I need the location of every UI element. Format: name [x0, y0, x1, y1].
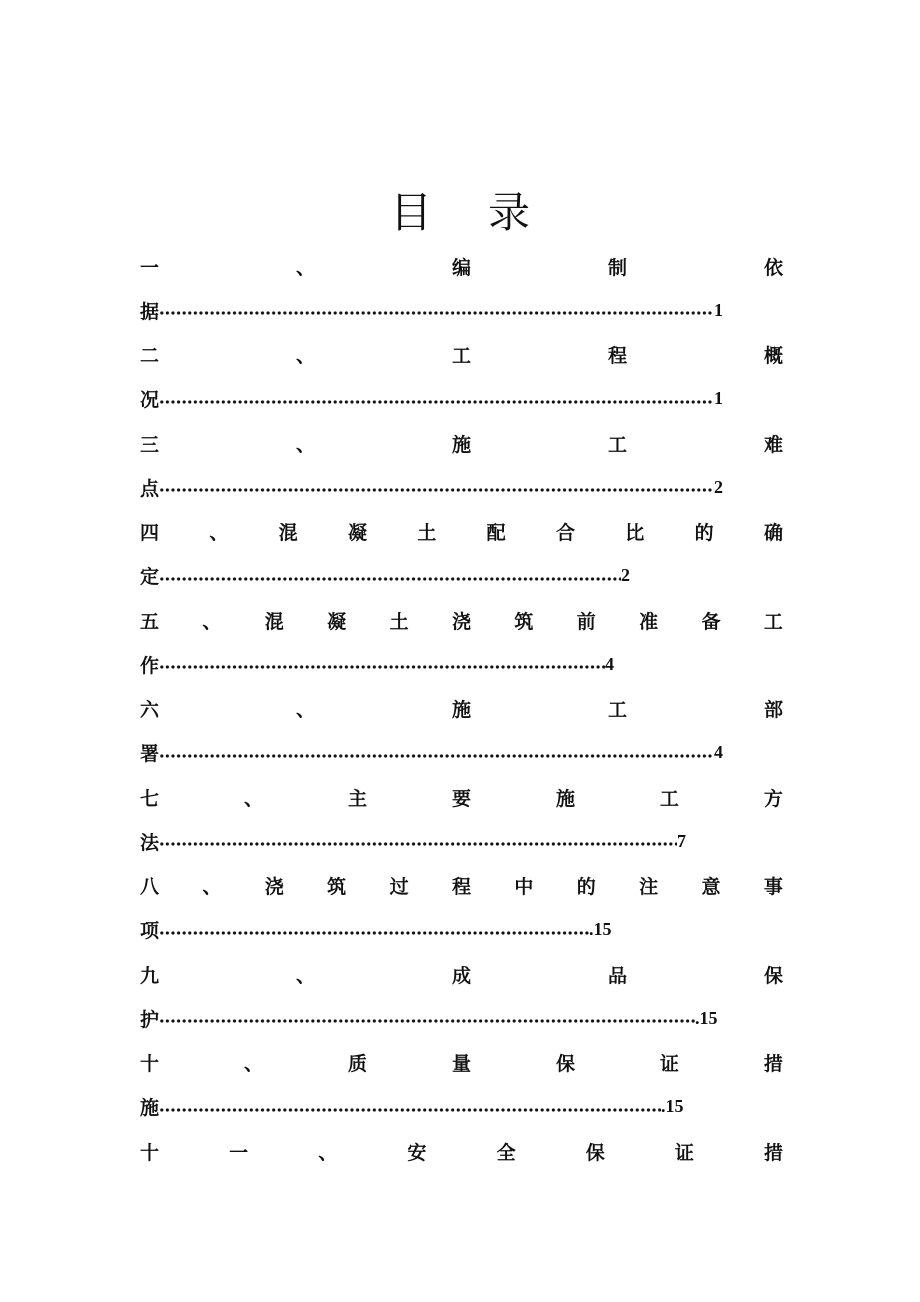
toc-page-number: 2 [621, 565, 631, 586]
toc-page-number: 1 [714, 388, 724, 409]
toc-heading-char: 难 [763, 433, 783, 456]
toc-heading-char: 准 [639, 610, 659, 633]
toc-entry[interactable] [140, 775, 783, 864]
toc-heading-char: 程 [607, 345, 627, 368]
toc-heading-char: 筑 [514, 610, 534, 633]
toc-heading-char: 工 [451, 345, 471, 368]
toc-leader-line [140, 465, 783, 509]
toc-leader-line [140, 819, 783, 863]
toc-heading-char: 保 [555, 1053, 575, 1076]
dot-leader [159, 310, 714, 316]
toc-entry[interactable] [140, 421, 783, 510]
dot-leader [159, 753, 714, 759]
toc-page-number: 4 [605, 653, 615, 674]
toc-page-number: .15 [695, 1007, 718, 1028]
toc-heading-char: 七 [140, 787, 160, 810]
toc-heading-char: 意 [701, 876, 721, 899]
toc-heading-char: 混 [264, 610, 284, 633]
toc-heading-char: 、 [318, 1141, 338, 1164]
toc-heading-char: 施 [451, 699, 471, 722]
toc-heading-line [140, 333, 783, 377]
toc-leader-line [140, 554, 783, 598]
toc-heading-char: 、 [295, 433, 315, 456]
toc-heading-char: 六 [140, 699, 160, 722]
toc-heading-line [140, 864, 783, 908]
dot-leader [159, 841, 677, 847]
toc-heading-line [140, 687, 783, 731]
toc-heading-char: 、 [295, 699, 315, 722]
toc-entry[interactable] [140, 598, 783, 687]
toc-leader-line [140, 1085, 783, 1129]
toc-heading-char: 筑 [327, 876, 347, 899]
toc-heading-char: 浇 [264, 876, 284, 899]
toc-heading-char: 十 [140, 1141, 160, 1164]
toc-heading-char: 、 [202, 610, 222, 633]
toc-heading-char: 量 [451, 1053, 471, 1076]
toc-heading-char: 程 [451, 876, 471, 899]
toc-heading-char: 十 [140, 1053, 160, 1076]
toc-heading-char: 二 [140, 345, 160, 368]
toc-heading-char: 、 [295, 964, 315, 987]
toc-heading-char: 、 [243, 787, 263, 810]
dot-leader [159, 487, 714, 493]
toc-heading-char: 工 [659, 787, 679, 810]
toc-heading-line [140, 1041, 783, 1085]
toc-entry[interactable] [140, 333, 783, 422]
toc-heading-char: 配 [486, 522, 506, 545]
toc-page-number: 2 [714, 476, 724, 497]
toc-heading-char: 工 [607, 699, 627, 722]
toc-heading-char: 施 [451, 433, 471, 456]
toc-heading-char: 混 [278, 522, 298, 545]
dot-leader [159, 1107, 661, 1113]
toc-heading-tail: 法 [140, 831, 160, 854]
toc-heading-char: 措 [763, 1053, 783, 1076]
toc-heading-line [140, 421, 783, 465]
toc-entry[interactable] [140, 1129, 783, 1218]
toc-heading-char: 前 [576, 610, 596, 633]
toc-heading-char: 施 [555, 787, 575, 810]
toc-heading-char: 四 [140, 522, 160, 545]
toc-heading-tail: 点 [140, 477, 160, 500]
toc-heading-char: 比 [625, 522, 645, 545]
toc-heading-char: 注 [639, 876, 659, 899]
toc-entry[interactable] [140, 1041, 783, 1130]
toc-heading-char: 备 [701, 610, 721, 633]
toc-entry[interactable] [140, 952, 783, 1041]
toc-heading-char: 八 [140, 876, 160, 899]
toc-heading-char: 、 [295, 256, 315, 279]
toc-heading-char: 编 [451, 256, 471, 279]
toc-page-number: 4 [714, 742, 724, 763]
toc-entry[interactable] [140, 510, 783, 599]
toc-leader-line [140, 908, 783, 952]
toc-heading-char: 合 [555, 522, 575, 545]
toc-heading-char: 确 [763, 522, 783, 545]
toc-heading-char: 凝 [327, 610, 347, 633]
toc-heading-char: 土 [417, 522, 437, 545]
toc-heading-char: 主 [347, 787, 367, 810]
toc-leader-line [140, 642, 783, 686]
toc-heading-char: 土 [389, 610, 409, 633]
toc-heading-char: 、 [243, 1053, 263, 1076]
toc-heading-char: 制 [607, 256, 627, 279]
toc-heading-line [140, 244, 783, 288]
toc-heading-char: 的 [694, 522, 714, 545]
toc-heading-line [140, 952, 783, 996]
toc-heading-char: 五 [140, 610, 160, 633]
toc-heading-char: 保 [763, 964, 783, 987]
dot-leader [159, 399, 714, 405]
toc-heading-char: 三 [140, 433, 160, 456]
toc-heading-char: 全 [496, 1141, 516, 1164]
toc-entry[interactable] [140, 244, 783, 333]
toc-heading-char: 凝 [347, 522, 367, 545]
toc-heading-tail: 据 [140, 300, 160, 323]
table-of-contents [140, 244, 783, 1218]
toc-heading-char: 要 [451, 787, 471, 810]
toc-heading-char: 措 [763, 1141, 783, 1164]
dot-leader [159, 576, 621, 582]
toc-heading-char: 浇 [451, 610, 471, 633]
toc-heading-line [140, 1129, 783, 1173]
toc-page-number: 7 [677, 830, 687, 851]
toc-heading-char: 概 [763, 345, 783, 368]
toc-entry[interactable] [140, 864, 783, 953]
toc-leader-line [140, 996, 783, 1040]
toc-entry[interactable] [140, 687, 783, 776]
toc-heading-char: 品 [607, 964, 627, 987]
toc-page-number: 1 [714, 299, 724, 320]
toc-heading-char: 九 [140, 964, 160, 987]
toc-title [0, 182, 920, 238]
toc-heading-char: 依 [763, 256, 783, 279]
toc-heading-char: 中 [514, 876, 534, 899]
toc-heading-char: 质 [347, 1053, 367, 1076]
toc-heading-char: 、 [295, 345, 315, 368]
toc-leader-line [140, 731, 783, 775]
toc-heading-tail: 况 [140, 389, 160, 412]
toc-heading-tail: 作 [140, 654, 160, 677]
toc-heading-line [140, 775, 783, 819]
dot-leader [159, 930, 589, 936]
toc-heading-char: 的 [576, 876, 596, 899]
toc-heading-line [140, 598, 783, 642]
toc-heading-line [140, 510, 783, 554]
toc-heading-char: 事 [763, 876, 783, 899]
toc-heading-tail: 施 [140, 1097, 160, 1120]
toc-heading-char: 成 [451, 964, 471, 987]
toc-heading-char: 工 [763, 610, 783, 633]
toc-heading-char: 一 [229, 1141, 249, 1164]
toc-heading-tail: 护 [140, 1008, 160, 1031]
toc-heading-tail: 署 [140, 743, 160, 766]
toc-leader-line [140, 377, 783, 421]
toc-heading-char: 方 [763, 787, 783, 810]
title-char-1: 目 [389, 188, 432, 237]
dot-leader [159, 664, 605, 670]
toc-heading-char: 证 [659, 1053, 679, 1076]
title-char-2: 录 [488, 188, 531, 237]
toc-heading-char: 工 [607, 433, 627, 456]
dot-leader [159, 1018, 695, 1024]
toc-heading-char: 安 [407, 1141, 427, 1164]
toc-leader-line [140, 288, 783, 332]
toc-heading-tail: 定 [140, 566, 160, 589]
toc-heading-char: 、 [202, 876, 222, 899]
toc-heading-char: 保 [585, 1141, 605, 1164]
toc-heading-char: 证 [674, 1141, 694, 1164]
toc-heading-tail: 项 [140, 920, 160, 943]
toc-heading-char: 部 [763, 699, 783, 722]
toc-page-number: .15 [589, 919, 612, 940]
toc-heading-char: 、 [209, 522, 229, 545]
toc-heading-char: 一 [140, 256, 160, 279]
toc-heading-char: 过 [389, 876, 409, 899]
toc-page-number: .15 [661, 1096, 684, 1117]
